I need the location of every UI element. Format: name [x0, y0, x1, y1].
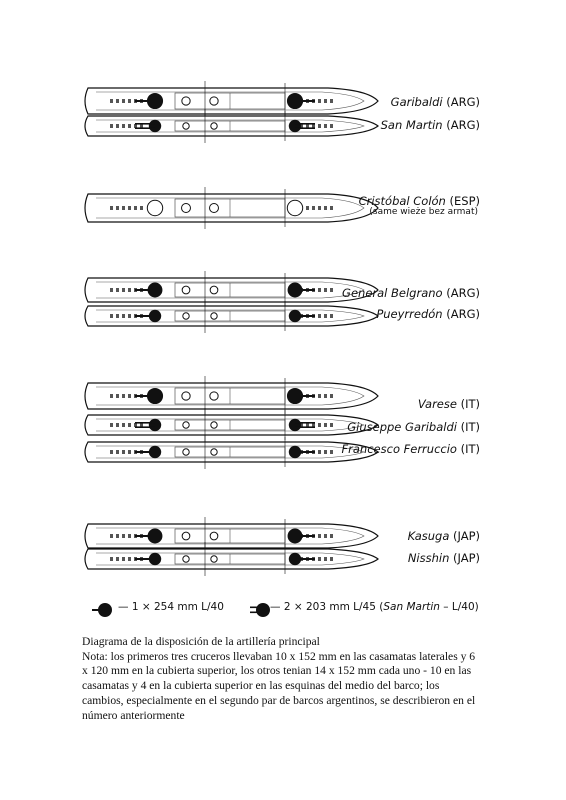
hatch — [330, 314, 333, 318]
ship-plan — [85, 408, 378, 442]
hatch — [330, 423, 333, 427]
gun-barrel — [295, 395, 315, 397]
gun-barrel — [135, 558, 155, 560]
hatch — [122, 557, 125, 561]
hatch — [110, 534, 113, 538]
ship-plan — [85, 435, 378, 469]
hatch — [116, 394, 119, 398]
hatch — [318, 423, 321, 427]
gun-barrel — [135, 289, 155, 291]
ship-label-francesco-ferruccio: Francesco Ferruccio (IT) — [341, 442, 480, 456]
hatch — [116, 534, 119, 538]
hatch — [318, 288, 321, 292]
hatch — [330, 124, 333, 128]
hatch — [122, 206, 125, 210]
hatch — [128, 394, 131, 398]
caption-note: Nota: los primeros tres cruceros llevaban 10 x 152 mm en las casamatas laterales y 6 x 120 mm en la cubierta superior, los otros tenian 14 x 152 mm cada uno - 10 en las casamatas y 4 en la cubierta superior en las esquinas del medio del barco; los cambios, especialmente en el segundo par de barcos argentinos, se describieron en el número anteriormente — [82, 649, 476, 722]
gun-turret — [149, 419, 161, 431]
hatch — [122, 314, 125, 318]
funnel — [211, 313, 217, 319]
gun-barrel — [135, 535, 155, 537]
ship-label-varese: Varese (IT) — [417, 397, 480, 411]
ship-label-cristobal-colon: Cristóbal Colón (ESP) — [358, 194, 480, 208]
funnel — [210, 392, 218, 400]
empty-barbette — [287, 200, 302, 215]
gun-barrel — [135, 426, 155, 428]
hatch — [324, 206, 327, 210]
hatch — [330, 288, 333, 292]
gun-barrel — [295, 315, 315, 317]
hatch — [318, 206, 321, 210]
funnel — [182, 286, 190, 294]
hatch — [324, 124, 327, 128]
hatch — [128, 124, 131, 128]
ship-label-general-belgrano: General Belgrano (ARG) — [342, 286, 480, 300]
funnel — [210, 286, 218, 294]
gun-barrel — [135, 100, 155, 102]
funnel — [182, 392, 190, 400]
hatch — [116, 450, 119, 454]
hatch — [128, 534, 131, 538]
hatch — [324, 423, 327, 427]
hatch — [110, 124, 113, 128]
funnel — [183, 422, 189, 428]
hatch — [330, 394, 333, 398]
gun-barrel — [135, 127, 155, 129]
gun-barrel — [135, 422, 155, 424]
gun-barrel — [135, 315, 155, 317]
hatch — [122, 534, 125, 538]
hatch — [128, 288, 131, 292]
hatch — [330, 534, 333, 538]
funnel — [182, 97, 190, 105]
gun-turret — [289, 419, 301, 431]
hatch — [110, 423, 113, 427]
gun-barrel — [135, 123, 155, 125]
gun-barrel — [295, 127, 315, 129]
hatch — [110, 394, 113, 398]
ship-plan — [85, 271, 378, 309]
hatch — [324, 450, 327, 454]
hatch — [318, 99, 321, 103]
hatch — [306, 206, 309, 210]
hatch — [122, 288, 125, 292]
ship-plan — [85, 299, 378, 333]
gun-turret — [149, 120, 161, 132]
funnel — [211, 449, 217, 455]
hatch — [110, 557, 113, 561]
hatch — [324, 288, 327, 292]
hatch — [330, 99, 333, 103]
hatch — [116, 557, 119, 561]
hatch — [116, 124, 119, 128]
hatch — [122, 423, 125, 427]
empty-barbette — [147, 200, 162, 215]
ship-label-pueyrredon: Pueyrredón (ARG) — [376, 307, 480, 321]
hatch — [134, 206, 137, 210]
hatch — [110, 314, 113, 318]
gun-barrel — [295, 558, 315, 560]
legend-twin-gun-text: — 2 × 203 mm L/45 (San Martin – L/40) — [270, 601, 479, 613]
hatch — [116, 314, 119, 318]
legend-single-gun-text: — 1 × 254 mm L/40 — [118, 601, 224, 613]
hatch — [324, 557, 327, 561]
funnel — [211, 422, 217, 428]
ship-plan — [85, 187, 378, 229]
gun-barrel — [295, 289, 315, 291]
hatch — [318, 314, 321, 318]
hatch — [110, 206, 113, 210]
gun-barrel — [295, 535, 315, 537]
funnel — [210, 532, 218, 540]
hatch — [330, 450, 333, 454]
funnel — [210, 97, 218, 105]
gun-barrel — [295, 451, 315, 453]
hatch — [122, 394, 125, 398]
ship-plan — [85, 376, 378, 416]
ship-note-cristobal-colon: (same wieże bez armat) — [369, 207, 478, 217]
hatch — [318, 124, 321, 128]
funnel — [183, 123, 189, 129]
ship-label-garibaldi: Garibaldi (ARG) — [390, 95, 480, 109]
hatch — [128, 557, 131, 561]
hatch — [330, 206, 333, 210]
hatch — [330, 557, 333, 561]
gun-turret — [289, 120, 301, 132]
funnel — [183, 556, 189, 562]
hatch — [312, 206, 315, 210]
gun-barrel — [295, 422, 315, 424]
hatch — [122, 124, 125, 128]
hatch — [122, 450, 125, 454]
funnel — [211, 556, 217, 562]
funnel — [183, 449, 189, 455]
funnel — [182, 532, 190, 540]
ship-label-kasuga: Kasuga (JAP) — [407, 529, 480, 543]
gun-barrel — [295, 100, 315, 102]
gun-barrel — [295, 123, 315, 125]
hatch — [116, 99, 119, 103]
gun-barrel — [135, 395, 155, 397]
hatch — [128, 450, 131, 454]
hatch — [128, 99, 131, 103]
ship-label-san-martin: San Martin (ARG) — [380, 118, 480, 132]
ship-label-giuseppe-garibaldi: Giuseppe Garibaldi (IT) — [347, 420, 480, 434]
funnel — [183, 313, 189, 319]
hatch — [318, 394, 321, 398]
ship-plan — [85, 81, 378, 121]
gun-barrel — [135, 451, 155, 453]
hatch — [110, 99, 113, 103]
hatch — [324, 314, 327, 318]
hatch — [110, 288, 113, 292]
hatch — [140, 206, 143, 210]
armament-legend — [88, 597, 488, 621]
hatch — [116, 288, 119, 292]
gun-barrel — [295, 426, 315, 428]
caption — [82, 635, 482, 723]
hatch — [324, 394, 327, 398]
funnel — [182, 204, 191, 213]
hatch — [324, 534, 327, 538]
hatch — [324, 99, 327, 103]
hatch — [318, 557, 321, 561]
hatch — [122, 99, 125, 103]
hatch — [116, 206, 119, 210]
hatch — [128, 206, 131, 210]
hatch — [128, 423, 131, 427]
funnel — [210, 204, 219, 213]
hatch — [318, 534, 321, 538]
hatch — [116, 423, 119, 427]
caption-title: Diagrama de la disposición de la artillería principal — [82, 635, 320, 648]
ship-label-nisshin: Nisshin (JAP) — [407, 551, 480, 565]
funnel — [211, 123, 217, 129]
hatch — [128, 314, 131, 318]
hatch — [110, 450, 113, 454]
hatch — [318, 450, 321, 454]
